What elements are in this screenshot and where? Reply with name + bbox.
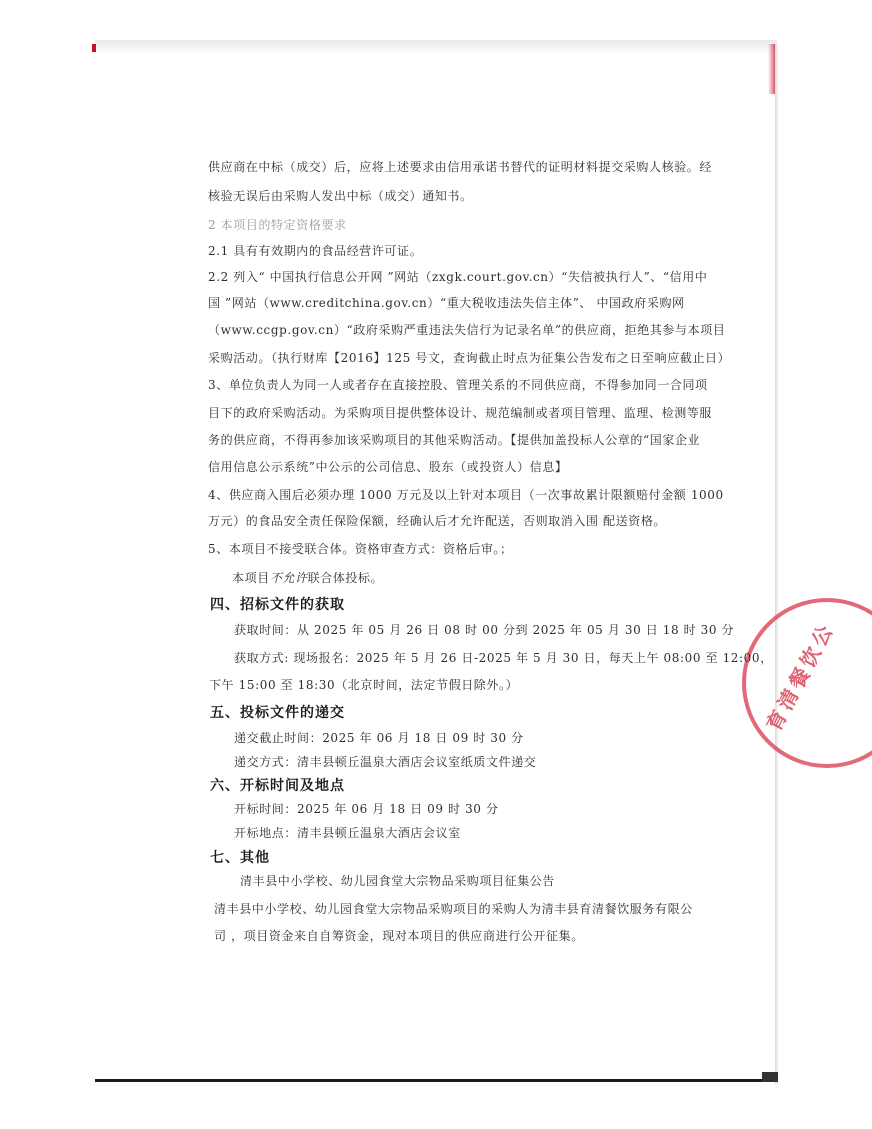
section-heading: 四、招标文件的获取 [210, 597, 345, 613]
text-fragment-italic: 不允许 [269, 571, 308, 585]
text-line: （www.ccgp.gov.cn）“政府采购严重违法失信行为记录名单”的供应商，拒绝其参与本项目 [208, 323, 726, 337]
text-line: 开标地点：清丰县顿丘温泉大酒店会议室 [234, 826, 461, 840]
text-line [232, 570, 383, 586]
subsection-title: 2 本项目的特定资格要求 [208, 218, 347, 232]
text-fragment: 本项目 [232, 571, 270, 585]
text-line: 务的供应商，不得再参加该采购项目的其他采购活动。【提供加盖投标人公章的“国家企业 [208, 433, 701, 447]
text-line: 司 ，项目资金来自自筹资金，现对本项目的供应商进行公开征集。 [214, 929, 584, 943]
text-line: 供应商在中标（成交）后，应将上述要求由信用承诺书替代的证明材料提交采购人核验。经 [208, 160, 713, 174]
page-bottom-corner [762, 1072, 778, 1082]
text-line: 获取时间：从 2025 年 05 月 26 日 08 时 00 分到 2025 年 05 月 30 日 18 时 30 分 [234, 623, 735, 637]
text-fragment: 联合体投标。 [307, 571, 384, 585]
text-line: 信用信息公示系统”中公示的公司信息、股东（或投资人）信息】 [208, 460, 568, 474]
text-line: 核验无误后由采购人发出中标（成交）通知书。 [208, 189, 473, 203]
text-line: 3、单位负责人为同一人或者存在直接控股、管理关系的不同供应商，不得参加同一合同项 [208, 378, 708, 392]
text-line: 清丰县中小学校、幼儿园食堂大宗物品采购项目征集公告 [240, 874, 556, 888]
text-line: 国 ”网站（www.creditchina.gov.cn）“重大税收违法失信主体”、 中国政府采购网 [208, 296, 685, 310]
text-line: 5、本项目不接受联合体。资格审查方式：资格后审。； [208, 542, 513, 556]
page-bottom-edge [95, 1079, 777, 1082]
text-line: 2.2 列入“ 中国执行信息公开网 ”网站（zxgk.court.gov.cn）“失信被执行人”、“信用中 [208, 270, 708, 284]
page-top-shadow [95, 40, 777, 54]
text-line: 万元）的食品安全责任保险保额，经确认后才允许配送，否则取消入围 配送资格。 [208, 514, 667, 528]
text-line: 清丰县中小学校、幼儿园食堂大宗物品采购项目的采购人为清丰县育清餐饮服务有限公 [214, 902, 693, 916]
text-line: 2.1 具有有效期内的食品经营许可证。 [208, 244, 423, 258]
page-right-edge [775, 44, 778, 1084]
red-corner-mark [92, 44, 96, 52]
text-line: 开标时间：2025 年 06 月 18 日 09 时 30 分 [234, 802, 499, 816]
section-heading: 七、其他 [210, 850, 270, 866]
text-line: 递交方式：清丰县顿丘温泉大酒店会议室纸质文件递交 [234, 755, 537, 769]
text-line: 下午 15:00 至 18:30（北京时间，法定节假日除外。） [209, 678, 519, 692]
section-heading: 六、开标时间及地点 [210, 778, 345, 794]
text-line: 4、供应商入围后必须办理 1000 万元及以上针对本项目（一次事故累计限额赔付金额 1000 [208, 488, 724, 502]
text-line: 采购活动。（执行财库【2016】125 号文，查询截止时点为征集公告发布之日至响应截止日） [208, 351, 731, 365]
seal-text: 育清餐饮公 [761, 617, 840, 736]
text-line: 递交截止时间：2025 年 06 月 18 日 09 时 30 分 [234, 731, 524, 745]
text-line: 目下的政府采购活动。为采购项目提供整体设计、规范编制或者项目管理、监理、检测等服 [208, 406, 713, 420]
text-line: 获取方式: 现场报名：2025 年 5 月 26 日-2025 年 5 月 30 日，每天上午 08:00 至 12:00， [234, 651, 773, 665]
section-heading: 五、投标文件的递交 [210, 705, 345, 721]
